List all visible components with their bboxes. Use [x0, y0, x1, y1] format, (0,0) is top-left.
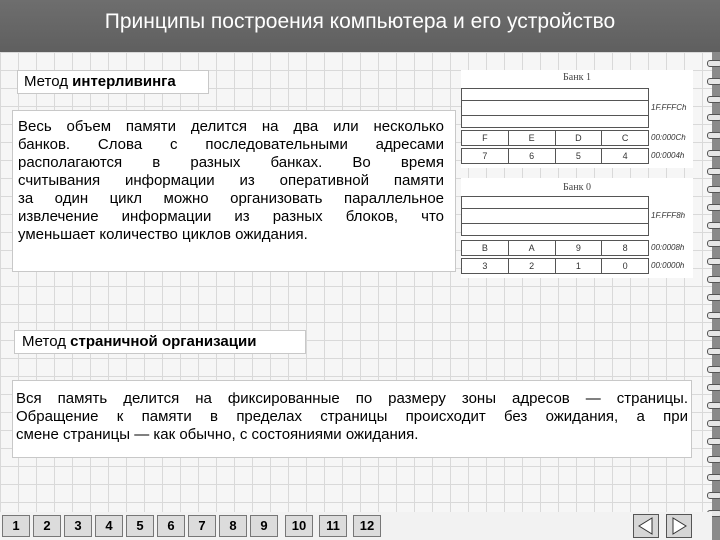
binder-ring — [707, 438, 720, 445]
bank-cell: 8 — [622, 243, 628, 253]
binder-ring — [707, 240, 720, 247]
bank-row — [461, 130, 649, 146]
bank-cell: F — [462, 131, 509, 145]
bank-row — [461, 208, 649, 224]
bank-address: 1F.FFFCh — [651, 103, 687, 112]
binder-ring — [707, 186, 720, 193]
bank-row — [461, 88, 649, 100]
binder-ring — [707, 132, 720, 139]
bank0-diagram — [461, 178, 693, 278]
bank-address: 00:0000h — [651, 261, 685, 270]
bank-cell: 6 — [509, 149, 556, 163]
binder-ring — [707, 366, 720, 373]
page-button-5[interactable]: 5 — [126, 515, 154, 537]
bank-address: 00:0004h — [651, 151, 685, 160]
bank-cell: 1 — [556, 259, 603, 273]
binder-ring — [707, 420, 720, 427]
previous-slide-button[interactable] — [633, 514, 659, 538]
binder-ring — [707, 402, 720, 409]
bank-cell: 2 — [509, 259, 556, 273]
bank-cell: B — [462, 241, 509, 255]
bank-cell: 0 — [622, 261, 628, 271]
binder-ring — [707, 168, 720, 175]
text-line: смене страницы — как обычно, с состояниями ожидания. — [16, 426, 419, 443]
text-line: считывания информации из оперативной памяти — [18, 172, 444, 189]
binder-ring — [707, 150, 720, 157]
binder-ring — [707, 330, 720, 337]
triangle-right-icon — [667, 515, 691, 537]
text-line: уменьшает количество циклов ожидания. — [18, 226, 308, 243]
text-line: располагаются в разных банках. Во время — [18, 154, 444, 171]
page-button-1[interactable]: 1 — [2, 515, 30, 537]
bank-address: 00:0008h — [651, 243, 685, 252]
bank-title: Банк 1 — [563, 72, 591, 83]
binder-ring — [707, 276, 720, 283]
page-button-6[interactable]: 6 — [157, 515, 185, 537]
page-button-9[interactable]: 9 — [250, 515, 278, 537]
text-line: Весь объем памяти делится на два или несколько — [18, 118, 444, 135]
binder-ring — [707, 384, 720, 391]
bank-cell: 9 — [556, 241, 603, 255]
paging-text — [16, 390, 688, 444]
text-line: Вся память делится на фиксированные по размеру зоны адресов — страницы. — [16, 390, 688, 407]
page-button-3[interactable]: 3 — [64, 515, 92, 537]
binder-ring — [707, 456, 720, 463]
next-slide-button[interactable] — [666, 514, 692, 538]
page-button-10[interactable]: 10 — [285, 515, 313, 537]
binder-ring — [707, 474, 720, 481]
bank1-diagram — [461, 70, 693, 168]
bank-row — [461, 100, 649, 116]
binder-ring — [707, 96, 720, 103]
page-button-4[interactable]: 4 — [95, 515, 123, 537]
bank-cell: 7 — [462, 149, 509, 163]
text-line: за один цикл можно организовать параллельное — [18, 190, 444, 207]
binder-ring — [707, 204, 720, 211]
bank-row — [461, 240, 649, 256]
text-line: извлечение информации из разных блоков, что — [18, 208, 444, 225]
binder-ring — [707, 78, 720, 85]
page-button-2[interactable]: 2 — [33, 515, 61, 537]
bank-cell: 5 — [556, 149, 603, 163]
binder-ring — [707, 114, 720, 121]
binder-rings — [712, 52, 720, 540]
bank-cell: E — [509, 131, 556, 145]
bank-row — [461, 224, 649, 236]
bank-row — [461, 258, 649, 274]
bank-address: 00:000Ch — [651, 133, 686, 142]
text-line: банков. Слова с последовательными адресами — [18, 136, 444, 153]
bank-row — [461, 116, 649, 128]
page-button-11[interactable]: 11 — [319, 515, 347, 537]
page-button-7[interactable]: 7 — [188, 515, 216, 537]
binder-ring — [707, 312, 720, 319]
binder-ring — [707, 258, 720, 265]
interleaving-label: Метод интерливинга — [24, 73, 176, 90]
triangle-left-icon — [634, 515, 658, 537]
binder-ring — [707, 492, 720, 499]
paging-label: Метод страничной организации — [22, 333, 257, 350]
bank-title: Банк 0 — [563, 182, 591, 193]
bank-row — [461, 148, 649, 164]
bank-row — [461, 196, 649, 208]
binder-ring — [707, 222, 720, 229]
bank-cell: 3 — [462, 259, 509, 273]
bank-cell: D — [556, 131, 603, 145]
binder-ring — [707, 60, 720, 67]
bank-cell: 4 — [622, 151, 628, 161]
binder-ring — [707, 348, 720, 355]
page-button-8[interactable]: 8 — [219, 515, 247, 537]
interleaving-text — [18, 118, 444, 244]
page-button-12[interactable]: 12 — [353, 515, 381, 537]
title-bar — [0, 0, 720, 52]
bank-cell: A — [509, 241, 556, 255]
binder-ring — [707, 294, 720, 301]
bank-address: 1F.FFF8h — [651, 211, 686, 220]
bank-cell: C — [621, 133, 629, 143]
text-line: Обращение к памяти в пределах страницы происходит без ожидания, а при — [16, 408, 688, 425]
page-title: Принципы построения компьютера и его устройство — [104, 10, 616, 33]
